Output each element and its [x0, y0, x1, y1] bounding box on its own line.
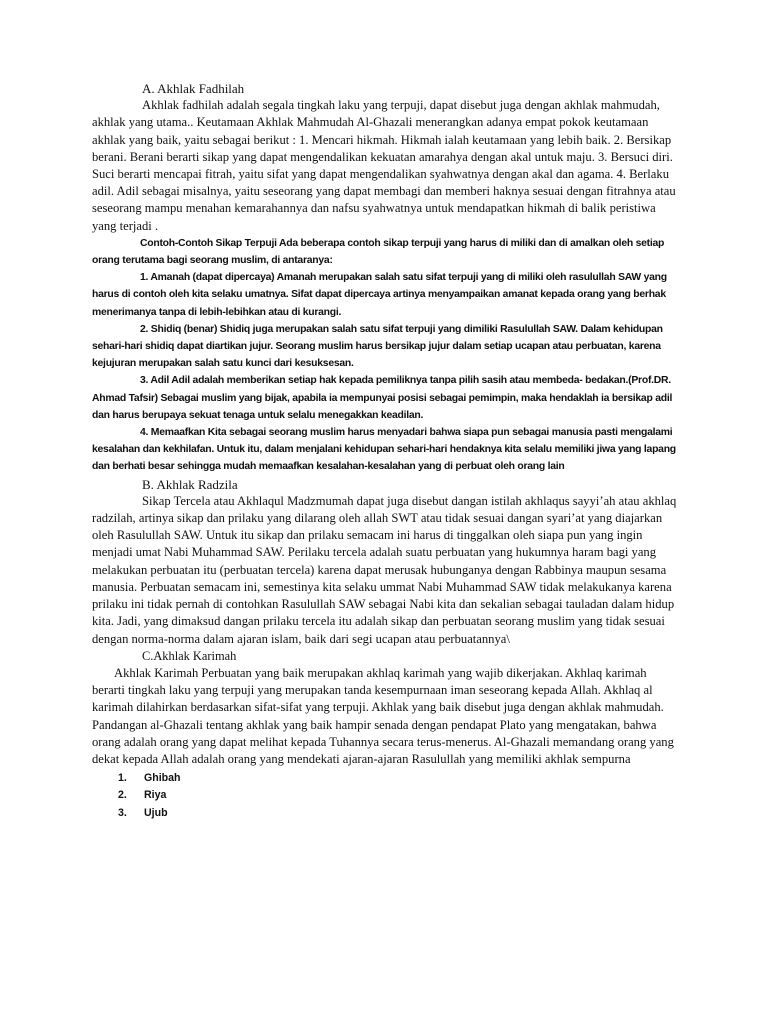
list-item-number: 1. — [118, 772, 127, 785]
list-item — [92, 770, 682, 787]
section-heading-akhlak-fadhilah: A. Akhlak Fadhilah — [142, 81, 245, 96]
paragraph-contoh-sikap-terpuji: Contoh-Contoh Sikap Terpuji Ada beberapa contoh sikap terpuji yang harus di miliki dan di amalkan oleh setiap orang terutama bagi seorang muslim, di antaranya: — [92, 237, 665, 267]
list-item-number: 2. — [118, 789, 127, 802]
section-heading-akhlak-radzila: B. Akhlak Radzila — [142, 476, 238, 492]
list-item-label: Riya — [144, 789, 167, 802]
list-item — [92, 787, 682, 804]
item-adil: 3. Adil Adil adalah memberikan setiap hak kepada pemiliknya tanpa pilih sasih atau membeda- bedakan.(Prof.DR. Ahmad Tafsir) Sebagai muslim yang bijak, apabila ia mempunyai posisi sebagai pemimpin, maka hendaklah ia bersikap adil dan harus berupaya sekuat tenaga untuk selalu menegakkan keadilan. — [92, 375, 673, 421]
list-item-number: 3. — [118, 806, 127, 819]
paragraph-akhlak-radzila: Sikap Tercela atau Akhlaqul Madzmumah dapat juga disebut dangan istilah akhlaqus sayyi’ah atau akhlaq radzilah, artinya sikap dan prilaku yang dilarang oleh allah SWT atau tidak sesuai dangan syari’at yang diajarkan oleh Rasulullah SAW. Untuk itu sikap dan prilaku semacam ini harus di tinggalkan oleh siapa pun yang ingin menjadi umat Nabi Muhammad SAW. Perilaku tercela adalah suatu perbuatan yang hukumnya haram bagi yang melakukan perbuatan itu (perbuatan tercela) karena dapat merusak hubunganya dengan Rabbinya maupun sesama manusia. Perbuatan semacam ini, semestinya kita selaku ummat Nabi Muhammad SAW tidak melakukanya karena prilaku ini tidak pernah di contohkan Rasulullah SAW sebagai Nabi kita dan sekalian sebagai tauladan dalam hidup kita. Jadi, yang dimaksud dangan prilaku tercela itu adalah sikap dan perbuatan seorang muslim yang tidak sesuai dengan norma-norma dalam ajaran islam, baik dari segi ucapan atau perbuatannya\ — [92, 493, 677, 646]
section-heading-akhlak-karimah: C.Akhlak Karimah — [142, 648, 237, 663]
item-amanah: 1. Amanah (dapat dipercaya) Amanah merupakan salah satu sifat terpuji yang di miliki oleh rasulullah SAW yang harus di contoh oleh kita selaku umatnya. Sifat dapat dipercaya artinya menyampaikan amanat kepada orang yang berhak menerimanya tanpa di lebih-lebihkan atau di kurangi. — [92, 272, 667, 318]
item-memaafkan: 4. Memaafkan Kita sebagai seorang muslim harus menyadari bahwa siapa pun sebagai manusia pasti mengalami kesalahan dan kekhilafan. Untuk itu, dalam menjalani kehidupan sehari-hari hendaknya kita selalu memiliki jiwa yang lapang dan berhati besar sehingga mudah memaafkan kesalahan-kesalahan yang di perbuat oleh orang lain — [92, 427, 676, 473]
document-body — [92, 80, 682, 822]
numbered-list — [92, 770, 682, 822]
item-shidiq: 2. Shidiq (benar) Shidiq juga merupakan salah satu sifat terpuji yang dimiliki Rasulullah SAW. Dalam kehidupan sehari-hari shidiq dapat diartikan jujur. Seorang muslim harus bersikap jujur dalam setiap ucapan atau perbuatan, karena kejujuran merupakan salah satu kunci dari kesuksesan. — [92, 323, 663, 370]
paragraph-akhlak-karimah: Akhlak Karimah Perbuatan yang baik merupakan akhlaq karimah yang wajib dikerjakan. Akhlaq karimah berarti tingkah laku yang terpuji yang merupakan tanda kesempurnaan iman seseorang kepada Allah. Akhlaq al karimah dilahirkan berdasarkan sifat-sifat yang terpuji. Akhlak yang baik disebut juga dengan akhlak mahmudah. Pandangan al-Ghazali tentang akhlak yang baik hampir senada dengan pendapat Plato yang mengatakan, bahwa orang adalah orang yang dapat melihat kepada Tuhannya secara terus-menerus. Al-Ghazali memandang orang yang dekat kepada Allah adalah orang yang mendekati ajaran-ajaran Rasulullah yang memiliki akhlak sempurna — [92, 665, 674, 766]
list-item-label: Ghibah — [144, 772, 181, 785]
list-item-label: Ujub — [144, 806, 168, 819]
list-item — [92, 805, 682, 822]
paragraph-akhlak-fadhilah: Akhlak fadhilah adalah segala tingkah laku yang terpuji, dapat disebut juga dengan akhlak mahmudah, akhlak yang utama.. Keutamaan Akhlak Mahmudah Al-Ghazali menerangkan adanya empat pokok keutamaan akhlak yang baik, yaitu sebagai berikut : 1. Mencari hikmah. Hikmah ialah keutamaan yang lebih baik. 2. Bersikap berani. Berani berarti sikap yang dapat mengendalikan kekuatan amarahya dengan akal untuk maju. 3. Bersuci diri. Suci berarti mencapai fitrah, yaitu sifat yang dapat mengendalikan syahwatnya dengan akal dan agama. 4. Berlaku adil. Adil sebagai misalnya, yaitu seseorang yang dapat membagi dan memberi haknya sesuai dengan fitrahnya atau seseorang mampu menahan kemarahannya dan nafsu syahwatnya untuk mendapatkan hikmah di balik peristiwa yang terjadi . — [92, 98, 676, 233]
